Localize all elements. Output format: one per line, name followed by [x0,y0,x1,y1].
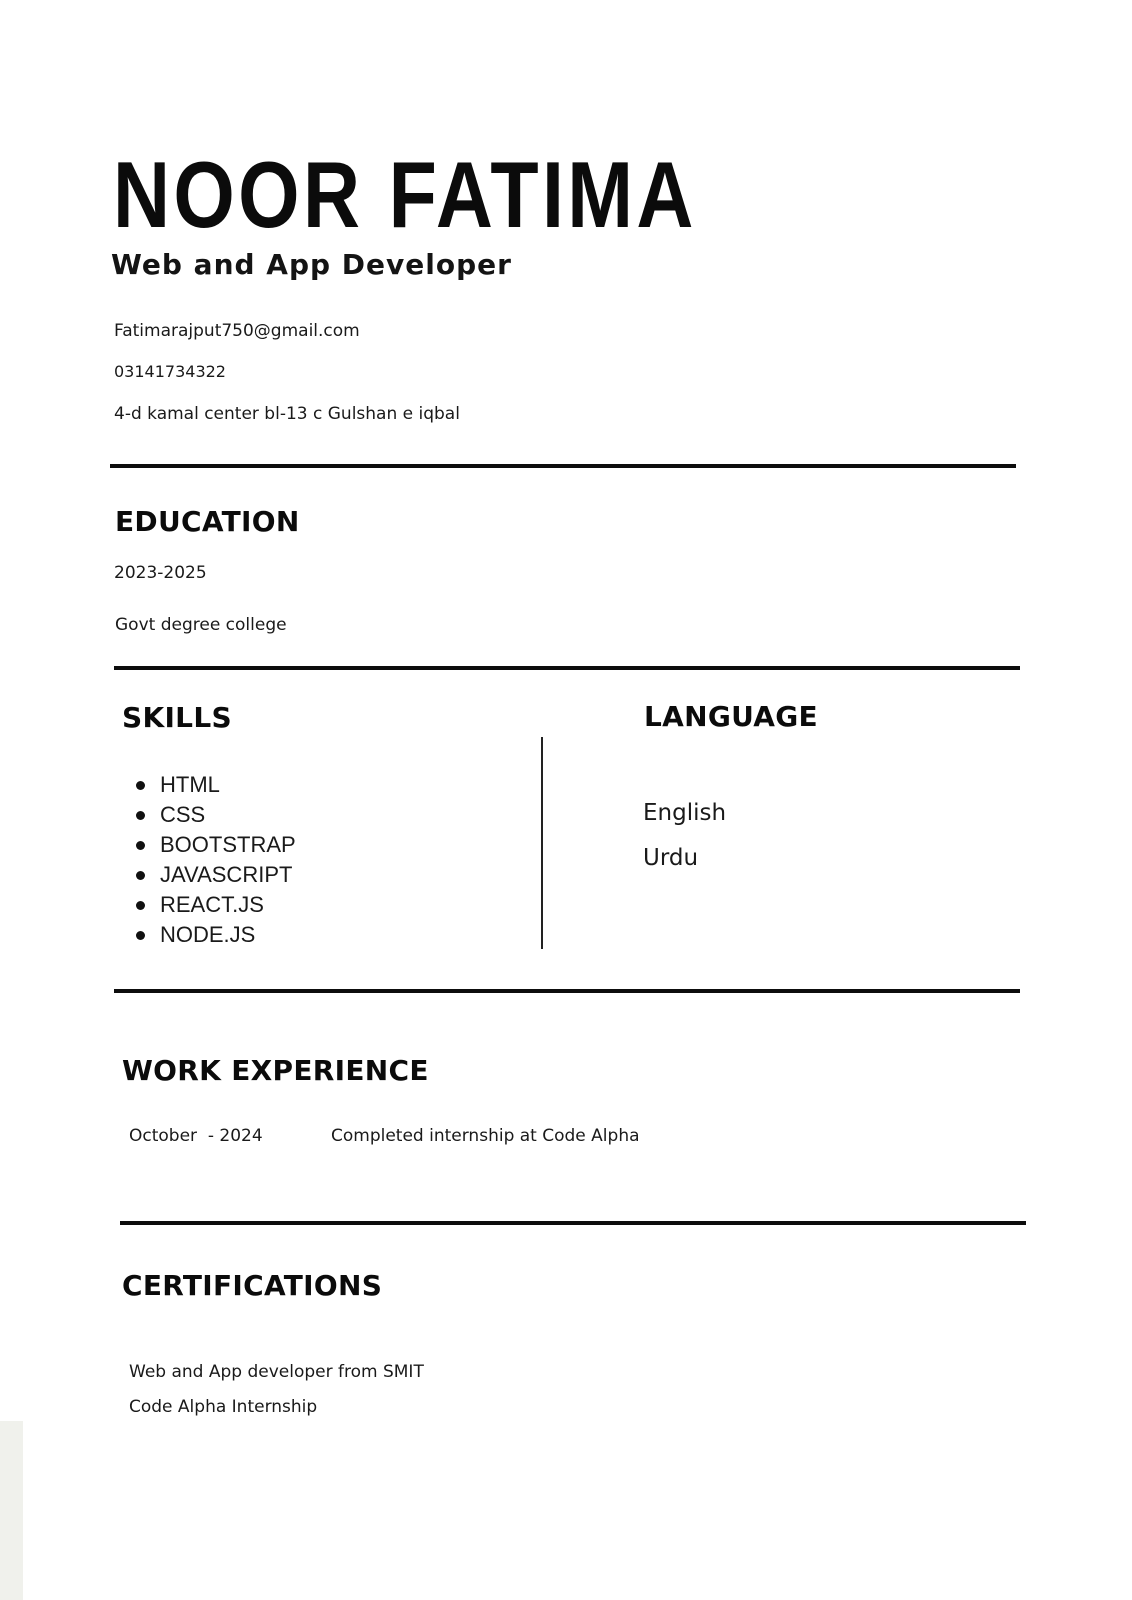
contact-email: Fatimarajput750@gmail.com [114,321,360,341]
divider-line [120,1221,1026,1225]
bullet-icon [136,841,145,850]
skill-item: HTML [160,770,296,800]
resume-name: NOOR FATIMA [113,142,697,247]
skill-item: BOOTSTRAP [160,830,296,860]
work-experience-date: October - 2024 [129,1126,263,1146]
work-experience-heading: WORK EXPERIENCE [122,1054,429,1087]
skill-item: REACT.JS [160,890,296,920]
skill-item: JAVASCRIPT [160,860,296,890]
certification-item: Code Alpha Internship [129,1397,318,1417]
skills-heading: SKILLS [122,701,232,734]
education-years: 2023-2025 [114,563,207,583]
divider-line [110,464,1016,468]
bullet-icon [136,811,145,820]
education-institution: Govt degree college [115,615,287,635]
resume-role: Web and App Developer [111,248,512,281]
language-item: English [643,800,727,826]
bullet-icon [136,901,145,910]
language-item: Urdu [643,845,699,871]
side-strip [0,1421,23,1600]
bullet-icon [136,931,145,940]
work-experience-description: Completed internship at Code Alpha [331,1126,640,1146]
column-divider [541,737,543,949]
bullet-icon [136,781,145,790]
skills-list [126,770,296,950]
bullet-icon [136,871,145,880]
skill-item: CSS [160,800,296,830]
contact-phone: 03141734322 [114,362,226,381]
language-heading: LANGUAGE [644,700,818,733]
divider-line [114,989,1020,993]
contact-address: 4-d kamal center bl-13 c Gulshan e iqbal [114,404,460,424]
divider-line [114,666,1020,670]
skill-item: NODE.JS [160,920,296,950]
education-heading: EDUCATION [115,505,300,538]
certification-item: Web and App developer from SMIT [129,1362,424,1382]
certifications-heading: CERTIFICATIONS [122,1269,383,1302]
